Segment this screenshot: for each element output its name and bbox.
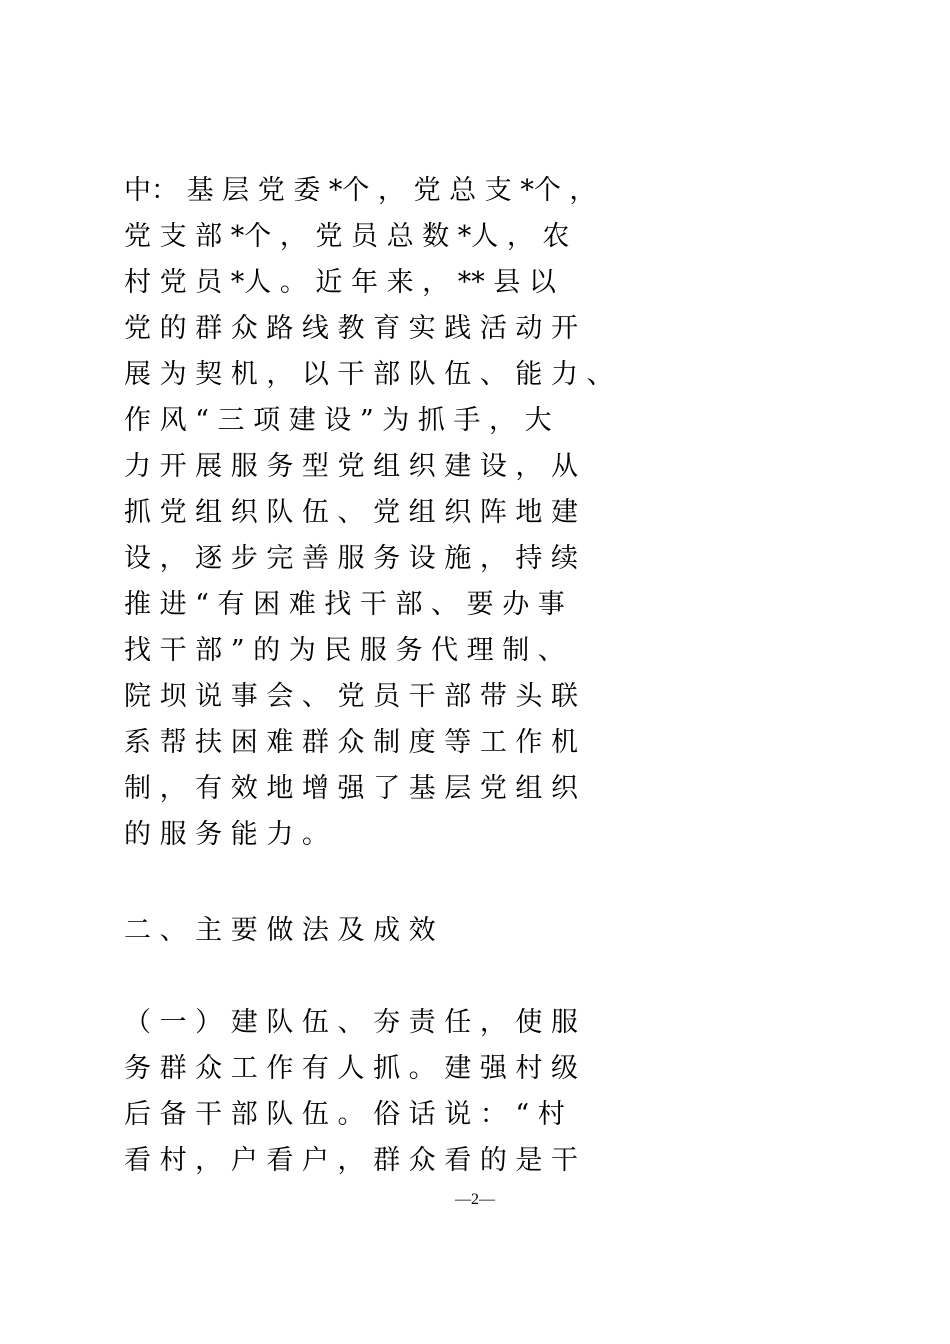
paragraph-line: 中： 基 层 党 委 *个 ， 党 总 支 *个 ， (124, 175, 597, 206)
paragraph-line: 制 ， 有 效 地 增 强 了 基 层 党 组 织 (124, 773, 578, 804)
section-heading-text: 二 、 主 要 做 法 及 成 效 (124, 915, 436, 946)
paragraph-line: （ 一 ） 建 队 伍 、 夯 责 任 ， 使 服 (124, 1007, 578, 1038)
section-heading (124, 908, 854, 954)
paragraph-line: 找 干 部 ” 的 为 民 服 务 代 理 制 、 (124, 635, 565, 666)
paragraph-line: 看 村 ， 户 看 户 ， 群 众 看 的 是 干 (124, 1145, 578, 1176)
paragraph-line: 推 进 “ 有 困 难 找 干 部 、 要 办 事 (124, 589, 565, 620)
paragraph-line: 党 的 群 众 路 线 教 育 实 践 活 动 开 (124, 313, 578, 344)
paragraph-line: 的 服 务 能 力 。 (124, 819, 329, 850)
paragraph-line: 后 备 干 部 队 伍 。 俗 话 说 ： “ 村 (124, 1099, 565, 1130)
paragraph-line: 抓 党 组 织 队 伍 、 党 组 织 阵 地 建 (124, 497, 578, 528)
body-paragraph-1 (124, 168, 854, 858)
paragraph-line: 力 开 展 服 务 型 党 组 织 建 设 ， 从 (124, 451, 578, 482)
paragraph-line: 展 为 契 机 ， 以 干 部 队 伍 、 能 力 、 (124, 359, 614, 390)
paragraph-line: 村 党 员 *人 。 近 年 来 ， ** 县 以 (124, 267, 556, 298)
paragraph-line: 作 风 “ 三 项 建 设 ” 为 抓 手 ， 大 (124, 405, 552, 436)
paragraph-line: 务 群 众 工 作 有 人 抓 。 建 强 村 级 (124, 1053, 578, 1084)
paragraph-line: 院 坝 说 事 会 、 党 员 干 部 带 头 联 (124, 681, 578, 712)
paragraph-line: 党 支 部 *个 ， 党 员 总 数 *人 ， 农 (124, 221, 570, 252)
paragraph-line: 系 帮 扶 困 难 群 众 制 度 等 工 作 机 (124, 727, 578, 758)
page-number: —2— (455, 1191, 495, 1208)
paragraph-line: 设 ， 逐 步 完 善 服 务 设 施 ， 持 续 (124, 543, 578, 574)
body-paragraph-2 (124, 1000, 854, 1184)
